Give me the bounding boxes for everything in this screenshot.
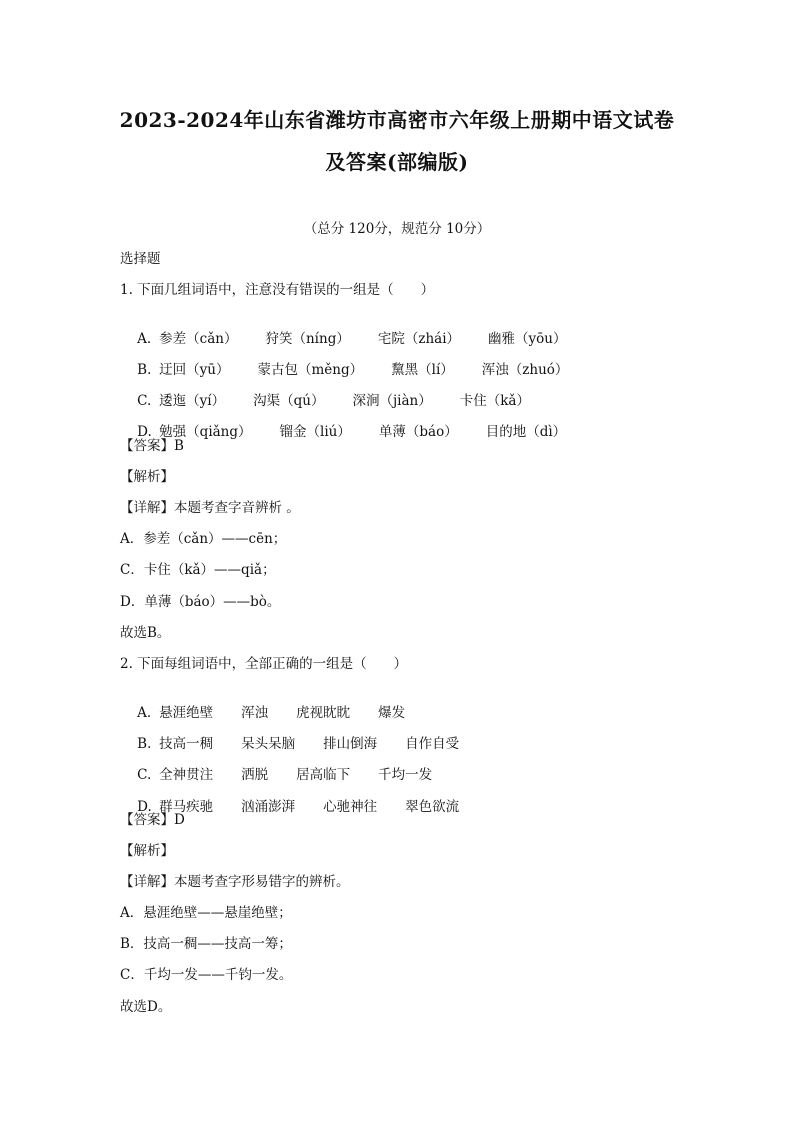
option-word: 居高临下 [296,767,351,783]
option-word: 汹涌澎湃 [241,799,296,815]
option-letter: A. [137,331,152,347]
option-word: 虎视眈眈 [296,705,351,721]
option-letter: D. [137,424,152,440]
option-word: 单薄（báo） [378,424,458,440]
option-word: 幽雅（yōu） [488,331,567,347]
question-1-analysis-label: 【解析】 [120,469,174,485]
question-1-note: A．参差（cǎn）——cēn； [120,531,287,547]
option-word: 心驰神往 [323,799,378,815]
option-word: 蒙古包（měng） [257,362,364,378]
option-word: 全神贯注 [159,767,214,783]
option-word: 目的地（dì） [485,424,567,440]
option-word: 黧黑（lí） [391,362,454,378]
section-label: 选择题 [120,251,161,267]
option-word: 千均一发 [378,767,433,783]
question-1-note: D．单薄（báo）——bò。 [120,594,281,610]
question-2-stem: 2. 下面每组词语中，全部正确的一组是（ ） [120,656,408,672]
option-word: 爆发 [378,705,406,721]
option-letter: B. [137,736,152,752]
question-1-detail: 【详解】本题考查字音辨析 。 [120,500,300,516]
question-1-option-d [120,405,594,459]
option-word: 技高一稠 [159,736,214,752]
option-word: 狩笑（níng） [265,331,350,347]
option-word: 呆头呆脑 [241,736,296,752]
question-1-answer: 【答案】B [120,438,184,454]
option-word: 浑浊 [241,705,269,721]
question-1-note: C．卡住（kǎ）——qiǎ； [120,562,276,578]
option-word: 翠色欲流 [405,799,460,815]
option-word: 群马疾驰 [159,799,214,815]
question-2-conclusion: 故选D。 [120,999,172,1015]
score-note: （总分 120分，规范分 10分） [303,221,491,237]
question-1-conclusion: 故选B。 [120,625,171,641]
question-2-note: A．悬涯绝壁——悬崖绝壁； [120,905,292,921]
option-word: 迂回（yū） [159,362,230,378]
option-word: 悬涯绝壁 [159,705,214,721]
option-word: 镏金（liú） [279,424,351,440]
option-word: 参差（cǎn） [159,331,238,347]
option-letter: A. [137,705,152,721]
option-word: 洒脱 [241,767,269,783]
option-letter: C. [137,393,152,409]
question-2-detail: 【详解】本题考查字形易错字的辨析。 [120,874,350,890]
option-letter: C. [137,767,152,783]
option-word: 深涧（jiàn） [352,393,432,409]
option-word: 勉强（qiǎng） [159,424,252,440]
option-word: 自作自受 [405,736,460,752]
option-word: 浑浊（zhuó） [481,362,569,378]
document-title-line-2: 及答案(部编版) [325,150,469,174]
option-word: 排山倒海 [323,736,378,752]
option-letter: B. [137,362,152,378]
document-title-line-1: 2023-2024年山东省潍坊市高密市六年级上册期中语文试卷 [119,108,675,132]
option-letter: D. [137,799,152,815]
option-word: 沟渠（qú） [253,393,325,409]
question-2-note: B．技高一稠——技高一筹； [120,936,292,952]
question-2-note: C．千均一发——千钧一发。 [120,967,293,983]
question-1-stem: 1. 下面几组词语中，注意没有错误的一组是（ ） [120,282,435,298]
option-word: 逶迤（yí） [159,393,226,409]
option-word: 卡住（kǎ） [459,393,530,409]
question-2-answer: 【答案】D [120,812,185,828]
option-word: 宅院（zhái） [377,331,461,347]
question-2-analysis-label: 【解析】 [120,843,174,859]
